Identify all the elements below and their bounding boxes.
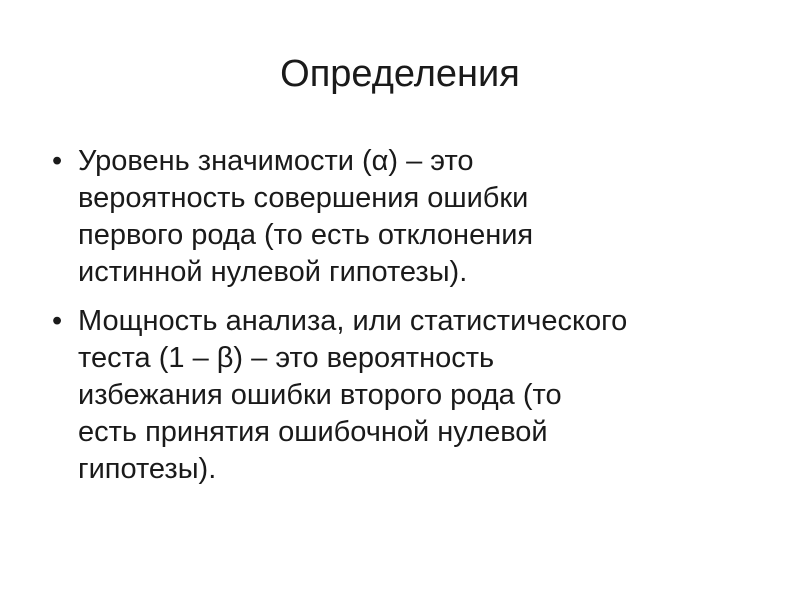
bullet-text-line: истинной нулевой гипотезы). xyxy=(78,256,468,288)
bullet-text-line: есть принятия ошибочной нулевой xyxy=(78,416,548,448)
bullet-text-line: вероятность совершения ошибки xyxy=(78,182,529,214)
bullet-text-line: первого рода (то есть отклонения xyxy=(78,219,534,251)
bullet-item-test-power xyxy=(46,303,766,488)
bullet-marker: • xyxy=(52,305,63,337)
bullet-text-line: теста (1 – β) – это вероятность xyxy=(78,342,495,374)
bullet-text-line: гипотезы). xyxy=(78,453,217,485)
bullet-text-line: избежания ошибки второго рода (то xyxy=(78,379,562,411)
bullet-list xyxy=(46,143,766,500)
bullet-marker: • xyxy=(52,145,63,177)
bullet-item-significance-level xyxy=(46,143,766,291)
slide-title: Определения xyxy=(280,53,520,95)
bullet-text-line: Уровень значимости (α) – это xyxy=(78,145,474,177)
bullet-text-line: Мощность анализа, или статистического xyxy=(78,305,628,337)
